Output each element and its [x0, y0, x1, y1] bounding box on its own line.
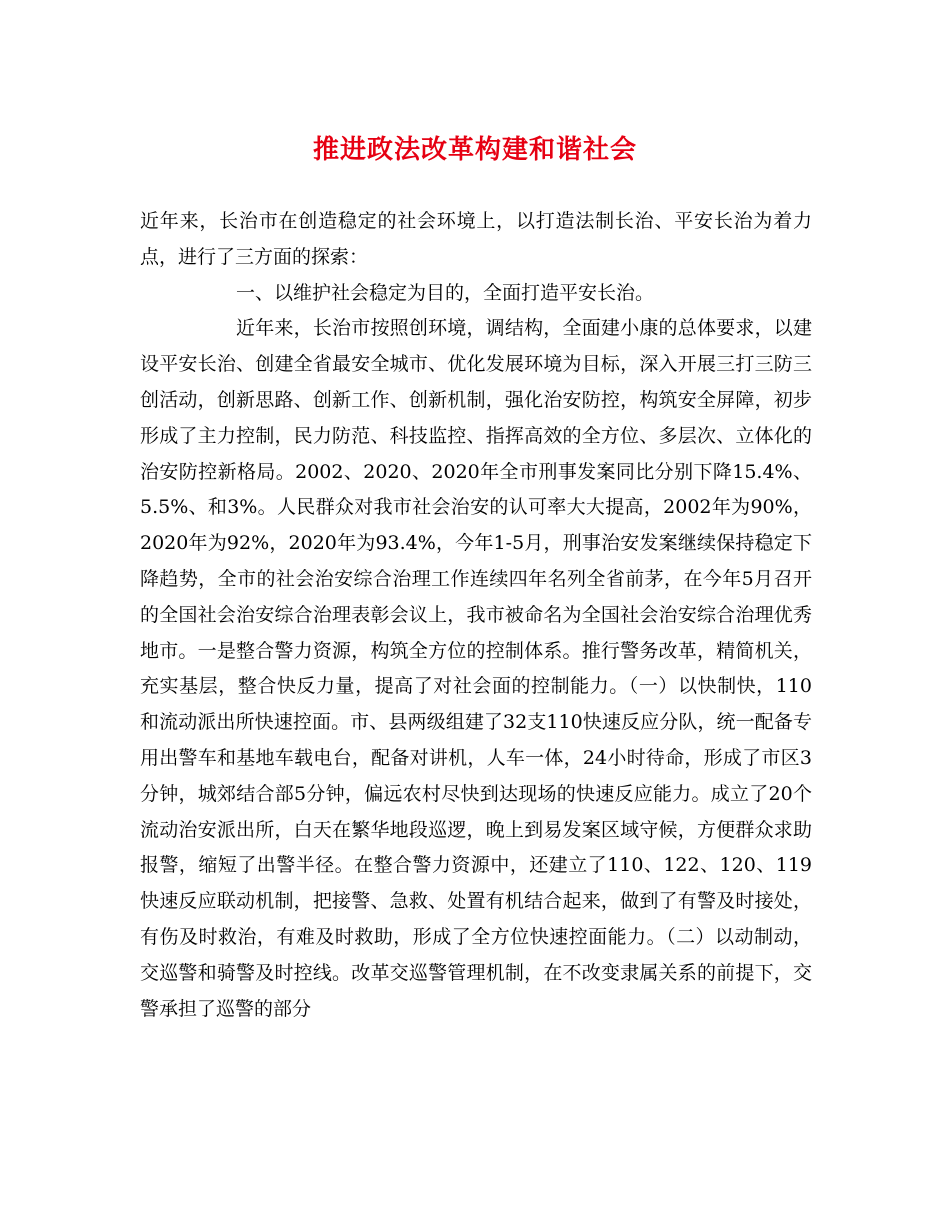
paragraph-main: 近年来，长治市按照创环境，调结构，全面建小康的总体要求，以建设平安长治、创建全省最安全城市、优化发展环境为目标，深入开展三打三防三创活动，创新思路、创新工作、创新机制，强化治安防控，构筑安全屏障，初步形成了主力控制，民力防范、科技监控、指挥高效的全方位、多层次、立体化的治安防控新格局。2002、2020、2020年全市刑事发案同比分别下降15.4%、5.5%、和3%。人民群众对我市社会治安的认可率大大提高，2002年为90%，2020年为92%，2020年为93.4%，今年1-5月，刑事治安发案继续保持稳定下降趋势，全市的社会治安综合治理工作连续四年名列全省前茅，在今年5月召开的全国社会治安综合治理表彰会议上，我市被命名为全国社会治安综合治理优秀地市。一是整合警力资源，构筑全方位的控制体系。推行警务改革，精简机关，充实基层，整合快反力量，提高了对社会面的控制能力。（一）以快制快，110和流动派出所快速控面。市、县两级组建了32支110快速反应分队，统一配备专用出警车和基地车载电台，配备对讲机，人车一体，24小时待命，形成了市区3分钟，城郊结合部5分钟，偏远农村尽快到达现场的快速反应能力。成立了20个流动治安派出所，白天在繁华地段巡逻，晚上到易发案区域守候，方便群众求助报警，缩短了出警半径。在整合警力资源中，还建立了110、122、120、119快速反应联动机制，把接警、急救、处置有机结合起来，做到了有警及时接处，有伤及时救治，有难及时救助，形成了全方位快速控面能力。（二）以动制动，交巡警和骑警及时控线。改革交巡警管理机制，在不改变隶属关系的前提下，交警承担了巡警的部分 [140, 317, 812, 1020]
document-body [140, 204, 812, 1027]
section-heading-one: 一、以维护社会稳定为目的，全面打造平安长治。 [236, 281, 655, 304]
document-title: 推进政法改革构建和谐社会 [312, 135, 637, 165]
paragraph-intro: 近年来，长治市在创造稳定的社会环境上，以打造法制长治、平安长治为着力点，进行了三方面的探索： [140, 210, 812, 268]
